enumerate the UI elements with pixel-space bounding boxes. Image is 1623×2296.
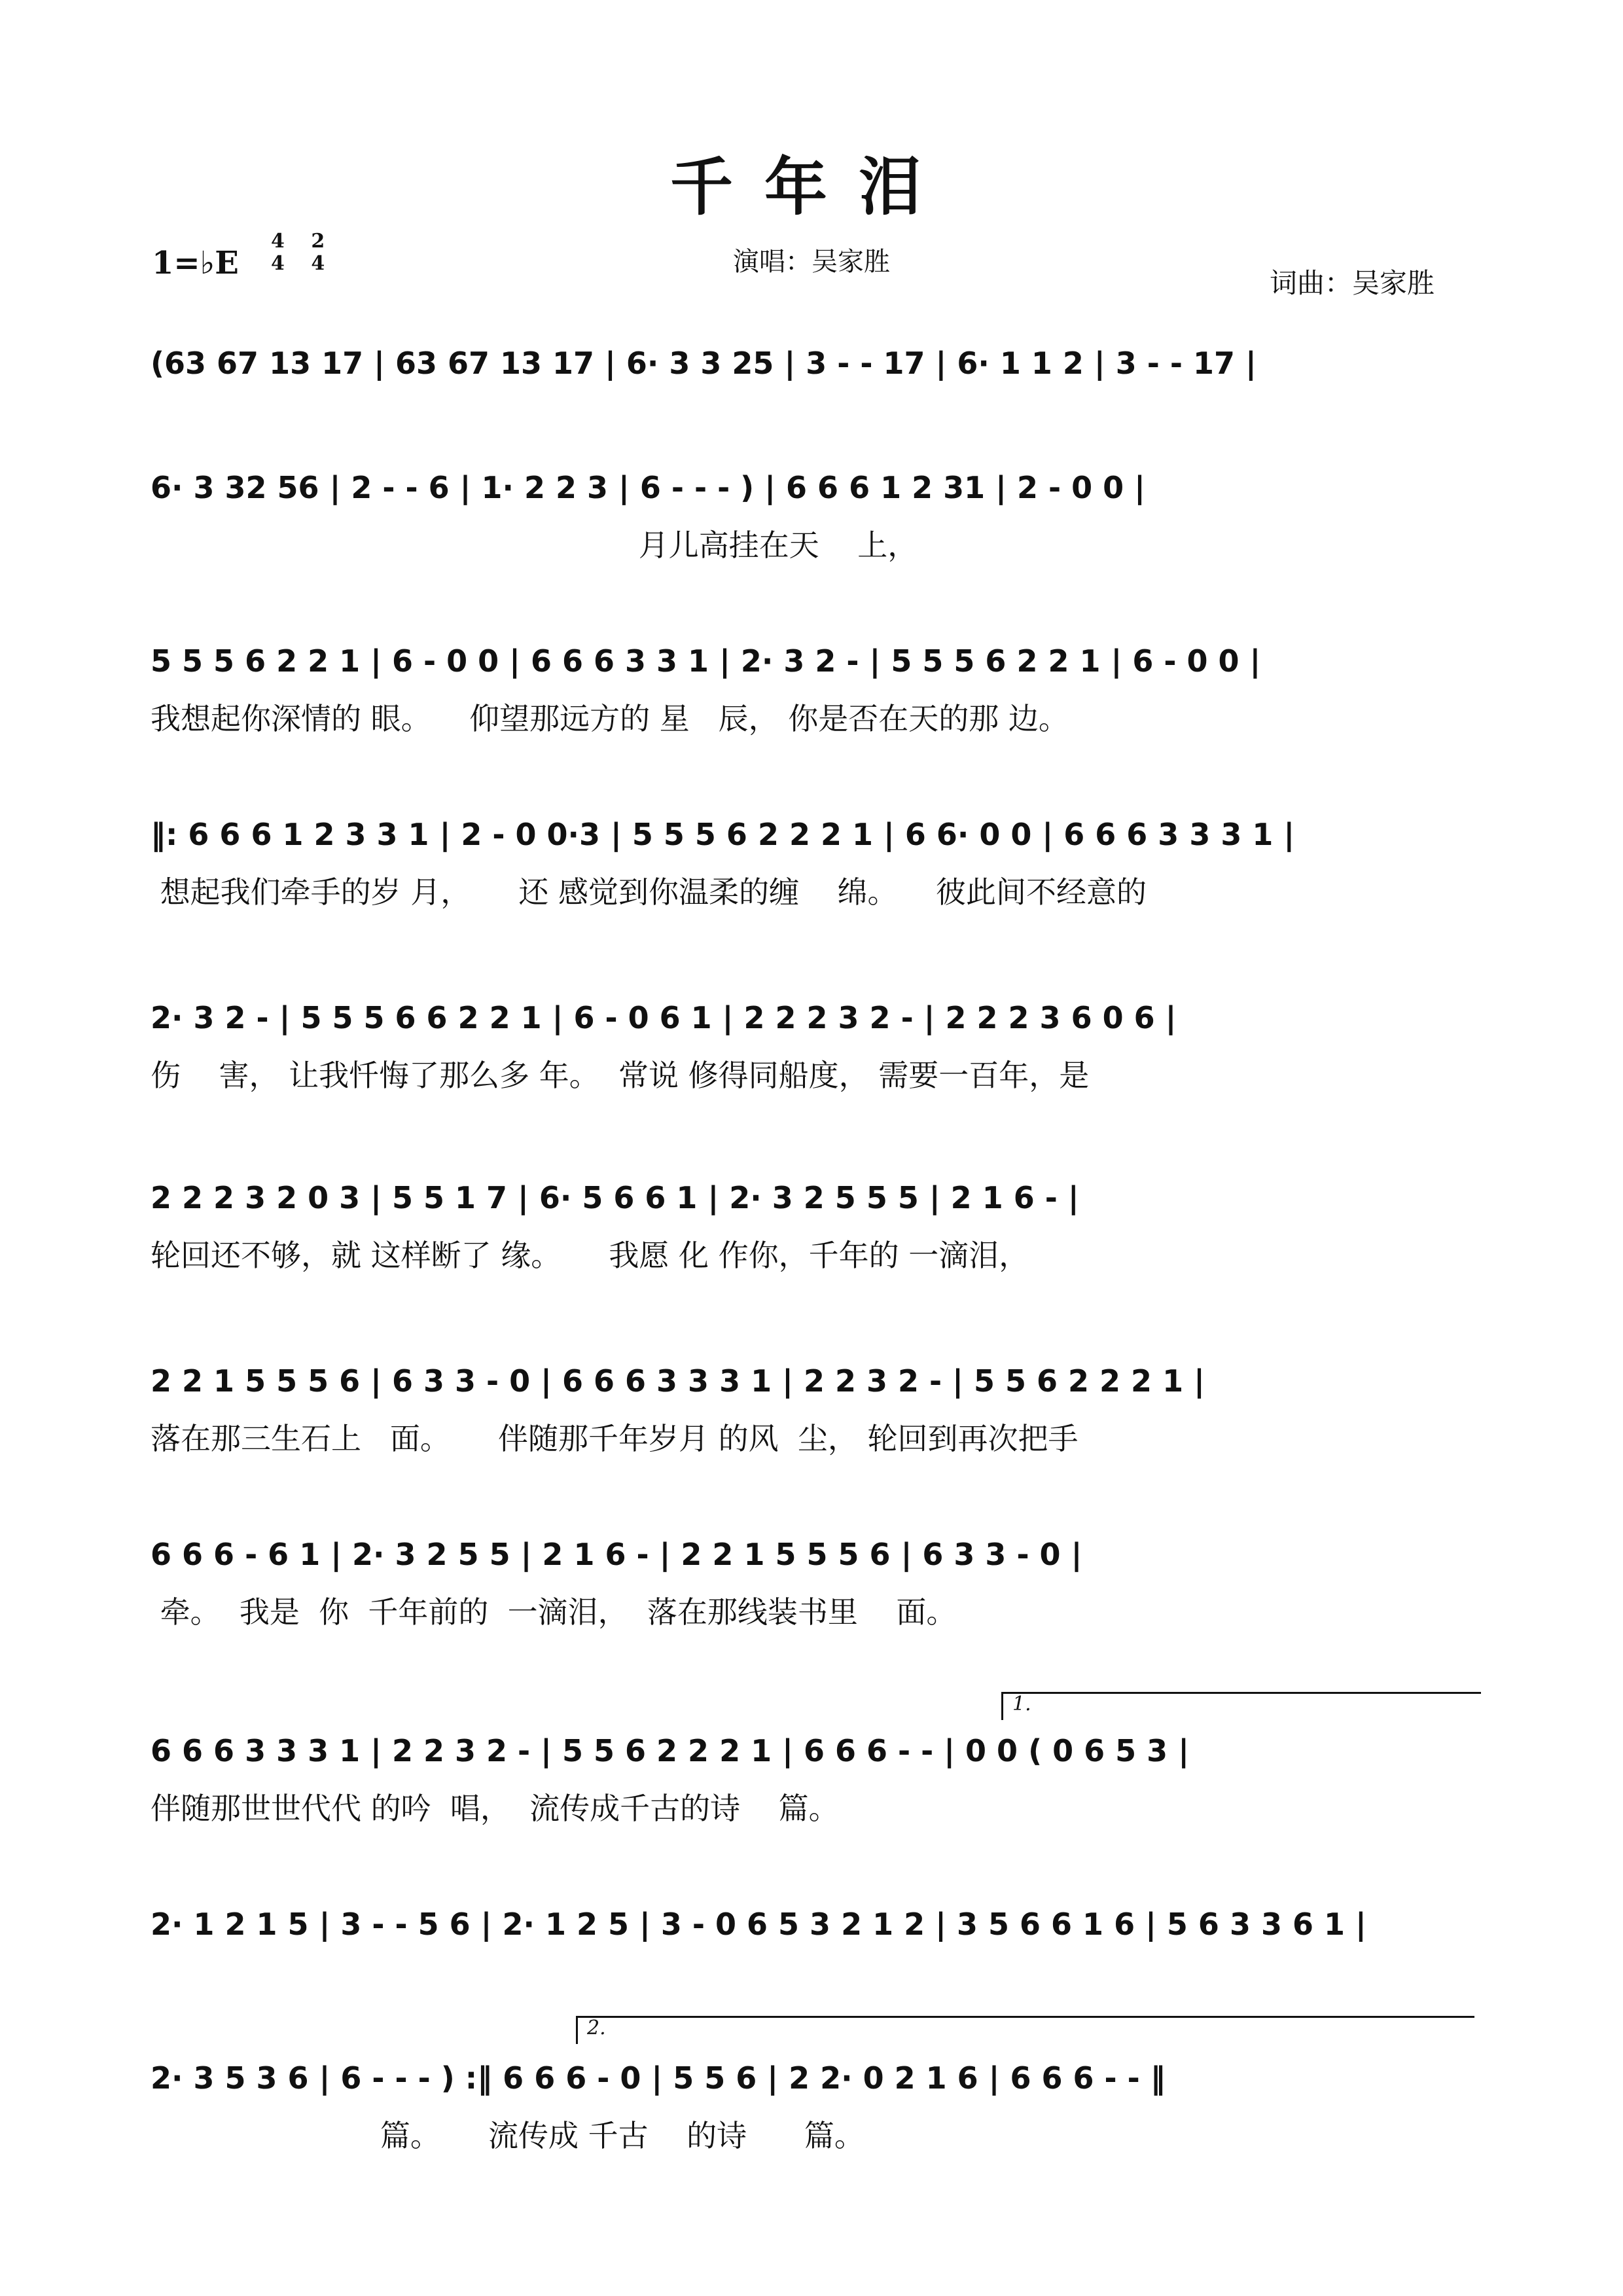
score-row (151, 992, 1472, 1142)
notation-line: (63 67 13 17 | 63 67 13 17 | 6· 3 3 25 | 3 - - 17 | 6· 1 1 2 | 3 - - 17 | (151, 346, 1257, 381)
lyric-line: 落在那三生石上 面。 伴随那千年岁月 的风 尘， 轮回到再次把手 (151, 1421, 1079, 1456)
key-signature: 1=♭E (152, 245, 239, 281)
time-signature-2-4 (311, 230, 325, 275)
notation-line: 2 2 1 5 5 5 6 | 6 3 3 - 0 | 6 6 6 3 3 3 1 | 2 2 3 2 - | 5 5 6 2 2 2 1 | (151, 1363, 1205, 1399)
lyric-line: 伴随那世世代代 的吟 唱， 流传成千古的诗 篇。 (151, 1791, 839, 1826)
notation-line: 6· 3 32 56 | 2 - - 6 | 1· 2 2 3 | 6 - - - ) | 6 6 6 1 2 31 | 2 - 0 0 | (151, 470, 1145, 505)
notation-line: 6 6 6 - 6 1 | 2· 3 2 5 5 | 2 1 6 - | 2 2 1 5 5 5 6 | 6 3 3 - 0 | (151, 1537, 1082, 1572)
first-ending-bracket (1001, 1692, 1481, 1720)
first-ending-label: 1. (1012, 1693, 1031, 1715)
lyricist-composer-credit: 词曲：吴家胜 (1270, 267, 1435, 299)
notation-line: ‖: 6 6 6 1 2 3 3 1 | 2 - 0 0·3 | 5 5 5 6 2 2 2 1 | 6 6· 0 0 | 6 6 6 3 3 3 1 | (151, 817, 1295, 852)
notation-line: 5 5 5 6 2 2 1 | 6 - 0 0 | 6 6 6 3 3 1 | 2· 3 2 - | 5 5 5 6 2 2 1 | 6 - 0 0 | (151, 643, 1261, 679)
time-signature-top: 4 (271, 230, 285, 253)
second-ending-label: 2. (587, 2017, 606, 2039)
second-ending-bracket (576, 2016, 1474, 2044)
lyric-line: 伤 害， 让我忏悔了那么多 年。 常说 修得同船度， 需要一百年，是 (151, 1058, 1090, 1093)
notation-line: 2· 1 2 1 5 | 3 - - 5 6 | 2· 1 2 5 | 3 - 0 6 5 3 2 1 2 | 3 5 6 6 1 6 | 5 6 3 3 6 1 | (151, 1907, 1366, 1942)
notation-line: 2· 3 2 - | 5 5 5 6 6 2 2 1 | 6 - 0 6 1 | 2 2 2 3 2 - | 2 2 2 3 6 0 6 | (151, 1000, 1177, 1035)
notation-line: 2· 3 5 3 6 | 6 - - - ) :‖ 6 6 6 - 0 | 5 5 6 | 2 2· 0 2 1 6 | 6 6 6 - - ‖ (151, 2060, 1166, 2096)
lyric-line: 想起我们牵手的岁 月， 还 感觉到你温柔的缠 绵。 彼此间不经意的 (151, 874, 1147, 910)
notation-line: 2 2 2 3 2 0 3 | 5 5 1 7 | 6· 5 6 6 1 | 2· 3 2 5 5 5 | 2 1 6 - | (151, 1180, 1079, 1215)
time-signature-top: 2 (311, 230, 325, 253)
lyric-line: 我想起你深情的 眼。 仰望那远方的 星 辰， 你是否在天的那 边。 (151, 701, 1069, 736)
time-signatures (271, 230, 344, 275)
score-row (151, 461, 1472, 612)
score-row (151, 2052, 1472, 2202)
singer-credit: 演唱：吴家胜 (733, 247, 890, 277)
lyric-line: 篇。 流传成 千古 的诗 篇。 (151, 2118, 865, 2153)
score-row (151, 635, 1472, 785)
score-row (151, 808, 1472, 959)
score-row (151, 1528, 1472, 1679)
score-row (151, 1172, 1472, 1322)
lyric-line: 牵。 我是 你 千年前的 一滴泪， 落在那线装书里 面。 (151, 1594, 957, 1630)
lyric-line: 轮回还不够，就 这样断了 缘。 我愿 化 作你，千年的 一滴泪， (151, 1238, 1029, 1273)
song-title: 千年泪 (670, 151, 953, 224)
lyric-line (151, 401, 1472, 440)
lyric-line: 月儿高挂在天 上， (151, 528, 918, 563)
time-signature-4-4 (271, 230, 285, 275)
lyric-line (151, 1962, 1472, 2001)
score-row (151, 1355, 1472, 1505)
time-signature-bottom: 4 (271, 252, 285, 275)
score-row (151, 1725, 1472, 1875)
time-signature-bottom: 4 (311, 252, 325, 275)
notation-line: 6 6 6 3 3 3 1 | 2 2 3 2 - | 5 5 6 2 2 2 1 | 6 6 6 - - | 0 0 ( 0 6 5 3 | (151, 1733, 1189, 1768)
